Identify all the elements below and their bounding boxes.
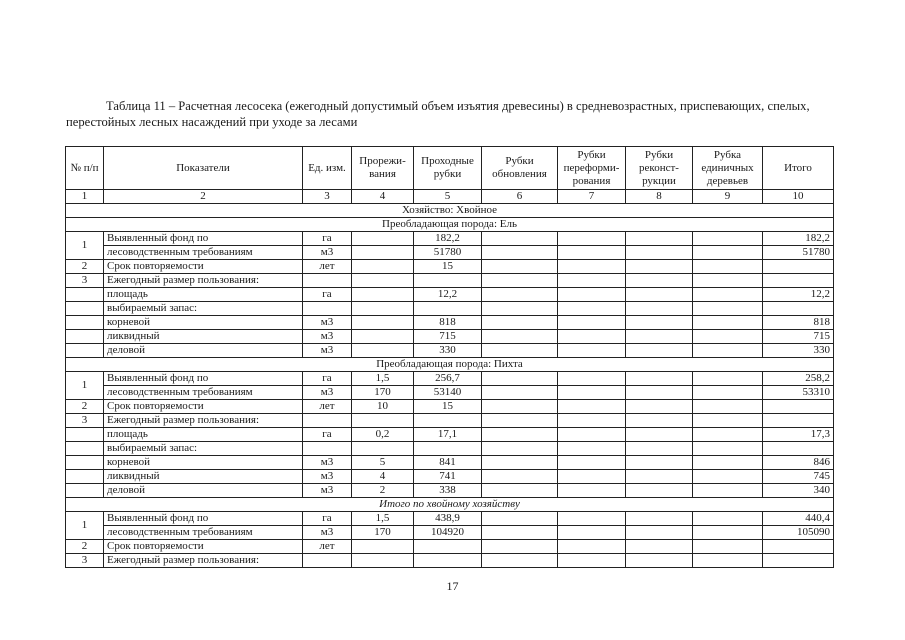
table-row (66, 526, 834, 540)
table-cell (693, 554, 763, 568)
unit-cell: га (303, 512, 352, 526)
col-header: Проходные рубки (414, 147, 482, 190)
table-row (66, 274, 834, 288)
total-cell: 440,4 (763, 512, 834, 526)
table-row (66, 246, 834, 260)
table-cell (482, 414, 558, 428)
table-cell (558, 484, 626, 498)
unit-cell (303, 470, 352, 484)
section-row (66, 218, 834, 232)
table-row (66, 456, 834, 470)
unit-cell (303, 316, 352, 330)
row-number: 3 (66, 554, 104, 568)
table-cell (626, 456, 693, 470)
table-cell (626, 274, 693, 288)
table-cell (482, 400, 558, 414)
table-cell (693, 484, 763, 498)
table-cell (558, 260, 626, 274)
row-number: 3 (66, 414, 104, 428)
table-cell (482, 470, 558, 484)
table-cell: 51780 (414, 246, 482, 260)
table-cell: 1,5 (352, 512, 414, 526)
col-header: Ед. изм. (303, 147, 352, 190)
table-cell (558, 540, 626, 554)
table-cell: 256,7 (414, 372, 482, 386)
unit-text: м3 (320, 484, 334, 496)
table-row (66, 470, 834, 484)
table-cell (482, 232, 558, 246)
total-cell: 51780 (763, 246, 834, 260)
unit-cell: лет (303, 400, 352, 414)
unit-cell (303, 526, 352, 540)
unit-cell: лет (303, 260, 352, 274)
col-number: 10 (763, 190, 834, 204)
col-header: № п/п (66, 147, 104, 190)
table-cell (693, 246, 763, 260)
table-cell: 818 (414, 316, 482, 330)
table-cell (693, 232, 763, 246)
row-label: Выявленный фонд по (104, 512, 303, 526)
table-cell (626, 330, 693, 344)
table-cell: 2 (352, 484, 414, 498)
table-cell (482, 302, 558, 316)
col-header: Показатели (104, 147, 303, 190)
table-cell (414, 302, 482, 316)
table-cell (693, 288, 763, 302)
table-row (66, 288, 834, 302)
col-number: 6 (482, 190, 558, 204)
row-label: корневой (104, 316, 303, 330)
table-cell (482, 512, 558, 526)
table-cell (626, 232, 693, 246)
unit-text: м3 (320, 246, 334, 258)
table-cell (558, 232, 626, 246)
unit-text: м3 (320, 526, 334, 538)
col-number: 9 (693, 190, 763, 204)
table-cell (482, 428, 558, 442)
table-cell: 338 (414, 484, 482, 498)
table-row (66, 316, 834, 330)
table-cell (693, 512, 763, 526)
table-cell (626, 316, 693, 330)
table-caption: Таблица 11 – Расчетная лесосека (ежегодный допустимый объем изъятия древесины) в средневозрастных, приспевающих, спелых, перестойных лесных насаждений при уходе за лесами (66, 99, 810, 129)
table-cell (626, 344, 693, 358)
table-cell (558, 554, 626, 568)
table-cell (693, 414, 763, 428)
unit-cell (303, 554, 352, 568)
table-cell: 15 (414, 400, 482, 414)
table-cell (626, 302, 693, 316)
table-cell: 0,2 (352, 428, 414, 442)
table-cell (352, 260, 414, 274)
table-cell (693, 456, 763, 470)
table-row (66, 330, 834, 344)
row-number (66, 428, 104, 442)
section-row (66, 358, 834, 372)
table-cell (352, 540, 414, 554)
table-cell (558, 470, 626, 484)
total-cell (763, 540, 834, 554)
unit-cell (303, 484, 352, 498)
total-cell: 53310 (763, 386, 834, 400)
row-number: 1 (66, 372, 104, 400)
row-number (66, 288, 104, 302)
table-cell: 15 (414, 260, 482, 274)
row-number (66, 442, 104, 456)
row-label: площадь (104, 428, 303, 442)
table-cell (558, 400, 626, 414)
row-label: ликвидный (104, 330, 303, 344)
row-label: деловой (104, 484, 303, 498)
table-cell: 438,9 (414, 512, 482, 526)
table-cell (482, 372, 558, 386)
unit-text: м3 (320, 456, 334, 468)
row-label: ликвидный (104, 470, 303, 484)
table-row (66, 372, 834, 386)
section-title: Преобладающая порода: Пихта (66, 358, 834, 372)
col-header: Рубки реконст-рукции (626, 147, 693, 190)
row-number (66, 316, 104, 330)
table-cell (693, 372, 763, 386)
table-cell (626, 288, 693, 302)
row-label: выбираемый запас: (104, 302, 303, 316)
table-cell (482, 456, 558, 470)
table-cell (352, 344, 414, 358)
table-cell (482, 386, 558, 400)
allowable-cut-table (65, 146, 834, 568)
col-number: 3 (303, 190, 352, 204)
total-cell: 330 (763, 344, 834, 358)
table-row (66, 512, 834, 526)
total-cell (763, 442, 834, 456)
unit-cell (303, 386, 352, 400)
table-cell (482, 442, 558, 456)
unit-text: м3 (320, 470, 334, 482)
col-header: Итого (763, 147, 834, 190)
total-cell: 17,3 (763, 428, 834, 442)
table-row (66, 442, 834, 456)
table-cell (352, 274, 414, 288)
table-cell: 5 (352, 456, 414, 470)
table-cell (693, 470, 763, 484)
unit-cell (303, 344, 352, 358)
row-number (66, 470, 104, 484)
row-label: лесоводственным требованиям (104, 246, 303, 260)
table-cell (352, 302, 414, 316)
table-row (66, 484, 834, 498)
row-label: Ежегодный размер пользования: (104, 554, 303, 568)
table-cell (626, 540, 693, 554)
table-cell: 330 (414, 344, 482, 358)
unit-cell: га (303, 372, 352, 386)
table-cell: 715 (414, 330, 482, 344)
total-cell (763, 274, 834, 288)
section-title: Хозяйство: Хвойное (66, 204, 834, 218)
table-cell (693, 260, 763, 274)
table-cell (626, 484, 693, 498)
table-cell (352, 330, 414, 344)
table-cell (558, 344, 626, 358)
unit-cell: лет (303, 540, 352, 554)
row-number: 2 (66, 400, 104, 414)
table-cell: 841 (414, 456, 482, 470)
table-cell (414, 414, 482, 428)
row-label: Ежегодный размер пользования: (104, 274, 303, 288)
table-cell (693, 302, 763, 316)
table-row (66, 302, 834, 316)
table-cell (482, 484, 558, 498)
table-cell (693, 526, 763, 540)
table-row (66, 414, 834, 428)
col-header: Рубки переформи-рования (558, 147, 626, 190)
total-cell: 258,2 (763, 372, 834, 386)
row-label: Срок повторяемости (104, 540, 303, 554)
table-cell: 170 (352, 526, 414, 540)
row-label: Ежегодный размер пользования: (104, 414, 303, 428)
row-number (66, 302, 104, 316)
table-cell: 17,1 (414, 428, 482, 442)
row-label: лесоводственным требованиям (104, 386, 303, 400)
table-cell (352, 288, 414, 302)
table-row (66, 428, 834, 442)
table-cell (626, 386, 693, 400)
table-cell (693, 316, 763, 330)
unit-text: м3 (320, 316, 334, 328)
total-cell: 818 (763, 316, 834, 330)
table-cell (352, 246, 414, 260)
table-cell (558, 274, 626, 288)
table-cell: 53140 (414, 386, 482, 400)
table-cell (626, 442, 693, 456)
header-number-row (66, 190, 834, 204)
table-cell (352, 232, 414, 246)
unit-text: м3 (320, 330, 334, 342)
row-number (66, 484, 104, 498)
table-cell (352, 316, 414, 330)
table-cell (693, 442, 763, 456)
table-cell: 4 (352, 470, 414, 484)
col-number: 1 (66, 190, 104, 204)
table-cell (626, 400, 693, 414)
row-label: корневой (104, 456, 303, 470)
total-cell: 182,2 (763, 232, 834, 246)
total-cell (763, 400, 834, 414)
col-number: 7 (558, 190, 626, 204)
row-number: 2 (66, 260, 104, 274)
unit-cell: га (303, 428, 352, 442)
table-cell (482, 330, 558, 344)
table-cell (482, 344, 558, 358)
total-cell: 846 (763, 456, 834, 470)
unit-cell (303, 414, 352, 428)
row-label: Выявленный фонд по (104, 232, 303, 246)
table-cell (626, 414, 693, 428)
table-cell: 104920 (414, 526, 482, 540)
section-title: Итого по хвойному хозяйству (66, 498, 834, 512)
row-number: 2 (66, 540, 104, 554)
row-label: площадь (104, 288, 303, 302)
total-cell: 745 (763, 470, 834, 484)
table-cell (693, 274, 763, 288)
table-cell (626, 428, 693, 442)
table-row (66, 260, 834, 274)
table-cell (693, 540, 763, 554)
unit-cell (303, 302, 352, 316)
table-cell: 10 (352, 400, 414, 414)
table-cell: 182,2 (414, 232, 482, 246)
row-label: лесоводственным требованиям (104, 526, 303, 540)
table-cell (482, 260, 558, 274)
total-cell: 340 (763, 484, 834, 498)
unit-cell (303, 330, 352, 344)
col-header: Рубка единичных деревьев (693, 147, 763, 190)
section-title: Преобладающая порода: Ель (66, 218, 834, 232)
table-cell (414, 274, 482, 288)
unit-cell (303, 274, 352, 288)
table-cell (482, 288, 558, 302)
table-cell: 12,2 (414, 288, 482, 302)
unit-cell (303, 442, 352, 456)
table-cell (352, 442, 414, 456)
row-number: 3 (66, 274, 104, 288)
table-cell (352, 554, 414, 568)
row-label: Выявленный фонд по (104, 372, 303, 386)
header-row (66, 147, 834, 190)
table-cell (352, 414, 414, 428)
table-cell (482, 554, 558, 568)
unit-cell (303, 246, 352, 260)
table-cell (693, 386, 763, 400)
table-cell (626, 554, 693, 568)
table-cell (693, 428, 763, 442)
row-number: 1 (66, 232, 104, 260)
table-cell (626, 526, 693, 540)
total-cell (763, 554, 834, 568)
total-cell (763, 260, 834, 274)
unit-cell (303, 456, 352, 470)
table-cell (482, 540, 558, 554)
col-number: 5 (414, 190, 482, 204)
table-cell (626, 372, 693, 386)
row-label: выбираемый запас: (104, 442, 303, 456)
table-cell (693, 344, 763, 358)
table-body (66, 204, 834, 568)
table-cell: 741 (414, 470, 482, 484)
table-cell (558, 288, 626, 302)
table-cell (626, 260, 693, 274)
table-cell (558, 330, 626, 344)
table-cell (693, 400, 763, 414)
table-cell (558, 456, 626, 470)
row-label: Срок повторяемости (104, 260, 303, 274)
table-cell (414, 540, 482, 554)
table-cell (626, 246, 693, 260)
table-cell (693, 330, 763, 344)
col-number: 8 (626, 190, 693, 204)
table-cell (482, 246, 558, 260)
row-number (66, 456, 104, 470)
table-cell (626, 512, 693, 526)
unit-cell: га (303, 288, 352, 302)
table-cell (482, 526, 558, 540)
total-cell: 715 (763, 330, 834, 344)
page-number: 17 (446, 579, 459, 593)
unit-cell: га (303, 232, 352, 246)
row-label: деловой (104, 344, 303, 358)
table-cell (558, 386, 626, 400)
table-row (66, 232, 834, 246)
col-header: Прорежи-вания (352, 147, 414, 190)
table-cell (558, 316, 626, 330)
unit-text: м3 (320, 344, 334, 356)
table-cell (558, 442, 626, 456)
table-cell (482, 274, 558, 288)
total-cell (763, 302, 834, 316)
table-cell (558, 414, 626, 428)
table-cell (558, 512, 626, 526)
total-cell (763, 414, 834, 428)
table-row (66, 554, 834, 568)
table-row (66, 540, 834, 554)
table-cell: 1,5 (352, 372, 414, 386)
table-cell (482, 316, 558, 330)
table-cell (558, 302, 626, 316)
row-number: 1 (66, 512, 104, 540)
unit-text: м3 (320, 386, 334, 398)
table-row (66, 400, 834, 414)
table-cell (626, 470, 693, 484)
table-cell (558, 428, 626, 442)
table-cell (414, 554, 482, 568)
total-cell: 105090 (763, 526, 834, 540)
section-row (66, 498, 834, 512)
row-number (66, 344, 104, 358)
col-number: 2 (104, 190, 303, 204)
table-cell (558, 372, 626, 386)
row-label: Срок повторяемости (104, 400, 303, 414)
table-cell (414, 442, 482, 456)
col-number: 4 (352, 190, 414, 204)
col-header: Рубки обновления (482, 147, 558, 190)
section-row (66, 204, 834, 218)
table-row (66, 344, 834, 358)
table-cell (558, 526, 626, 540)
total-cell: 12,2 (763, 288, 834, 302)
table-cell: 170 (352, 386, 414, 400)
table-cell (558, 246, 626, 260)
row-number (66, 330, 104, 344)
table-row (66, 386, 834, 400)
